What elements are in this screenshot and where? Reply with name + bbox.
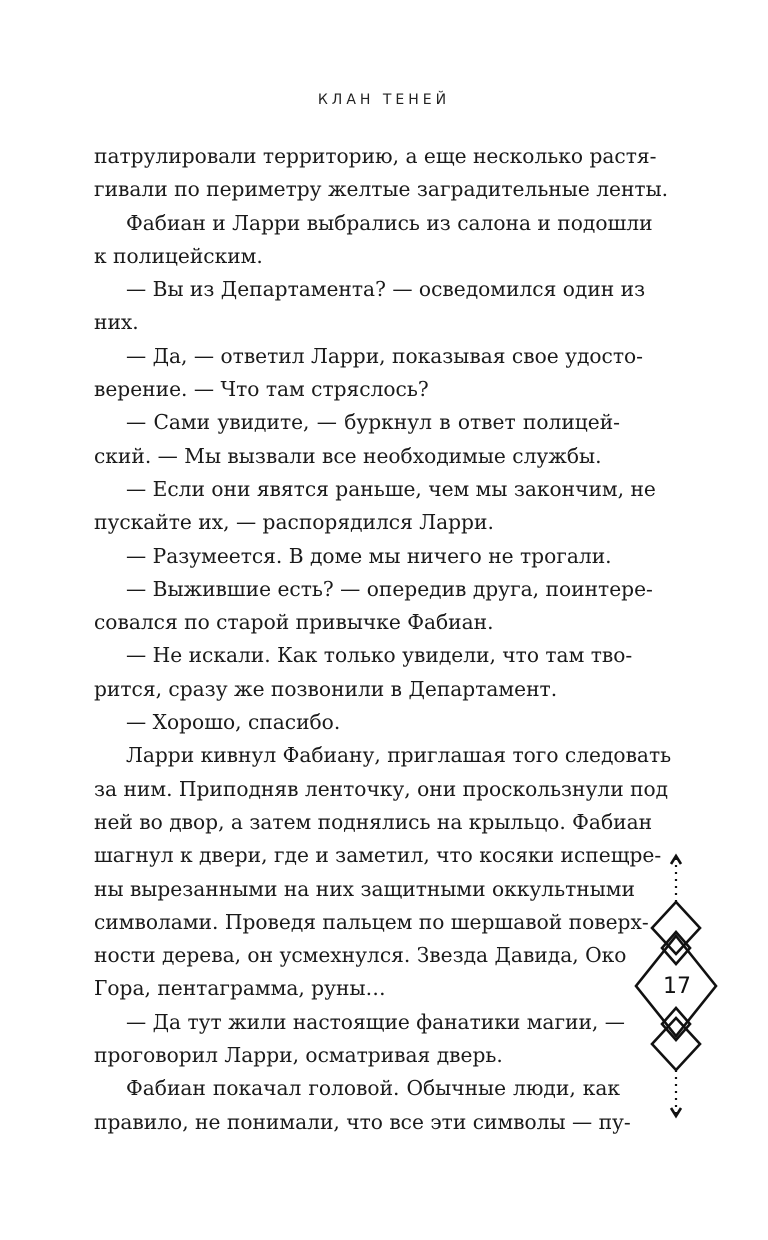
text-line: рится, сразу же позвонили в Департамент. xyxy=(94,676,558,701)
text-line: — Если они явятся раньше, чем мы закончим, не xyxy=(126,476,656,501)
body-text xyxy=(94,140,672,1139)
text-line: за ним. Приподняв ленточку, они проскользнули под xyxy=(94,776,669,801)
text-line: верение. — Что там стряслось? xyxy=(94,377,429,402)
text-line: патрулировали территорию, а еще несколько растя- xyxy=(94,144,657,168)
page-number: 17 xyxy=(663,974,691,999)
text-line: проговорил Ларри, осматривая дверь. xyxy=(94,1043,503,1068)
text-line: пускайте их, — распорядился Ларри. xyxy=(94,510,494,535)
text-line: Фабиан и Ларри выбрались из салона и подошли xyxy=(126,210,653,235)
text-line: — Не искали. Как только увидели, что там тво- xyxy=(126,643,633,668)
text-line: Ларри кивнул Фабиану, приглашая того следовать xyxy=(126,743,672,768)
text-line: — Разумеется. В доме мы ничего не трогали. xyxy=(126,543,612,568)
text-line: Фабиан покачал головой. Обычные люди, как xyxy=(126,1076,620,1101)
text-line: ности дерева, он усмехнулся. Звезда Давида, Око xyxy=(94,943,627,968)
text-line: правило, не понимали, что все эти символы — пу- xyxy=(94,1109,631,1134)
text-line: Гора, пентаграмма, руны… xyxy=(94,976,386,1001)
text-line: — Да, — ответил Ларри, показывая свое удосто- xyxy=(126,343,643,368)
text-line: к полицейским. xyxy=(94,243,263,268)
text-line: ны вырезанными на них защитными оккультными xyxy=(94,876,635,901)
text-line: совался по старой привычке Фабиан. xyxy=(94,610,494,635)
text-line: ский. — Мы вызвали все необходимые службы. xyxy=(94,443,602,468)
running-head: КЛАН ТЕНЕЙ xyxy=(317,92,451,108)
text-line: гивали по периметру желтые заградительные ленты. xyxy=(94,177,669,202)
text-line: них. xyxy=(94,310,139,335)
text-line: символами. Проведя пальцем по шершавой поверх- xyxy=(94,909,649,934)
page-folio-ornament xyxy=(630,852,724,1120)
text-line: шагнул к двери, где и заметил, что косяки испещре- xyxy=(94,843,662,868)
text-line: — Да тут жили настоящие фанатики магии, — xyxy=(126,1009,625,1034)
text-line: — Сами увидите, — буркнул в ответ полицей- xyxy=(126,410,620,435)
text-line: — Выжившие есть? — опередив друга, поинтере- xyxy=(126,576,653,601)
text-line: — Вы из Департамента? — осведомился один из xyxy=(126,277,646,302)
text-line: — Хорошо, спасибо. xyxy=(126,710,341,735)
text-line: ней во двор, а затем поднялись на крыльцо. Фабиан xyxy=(94,809,653,834)
